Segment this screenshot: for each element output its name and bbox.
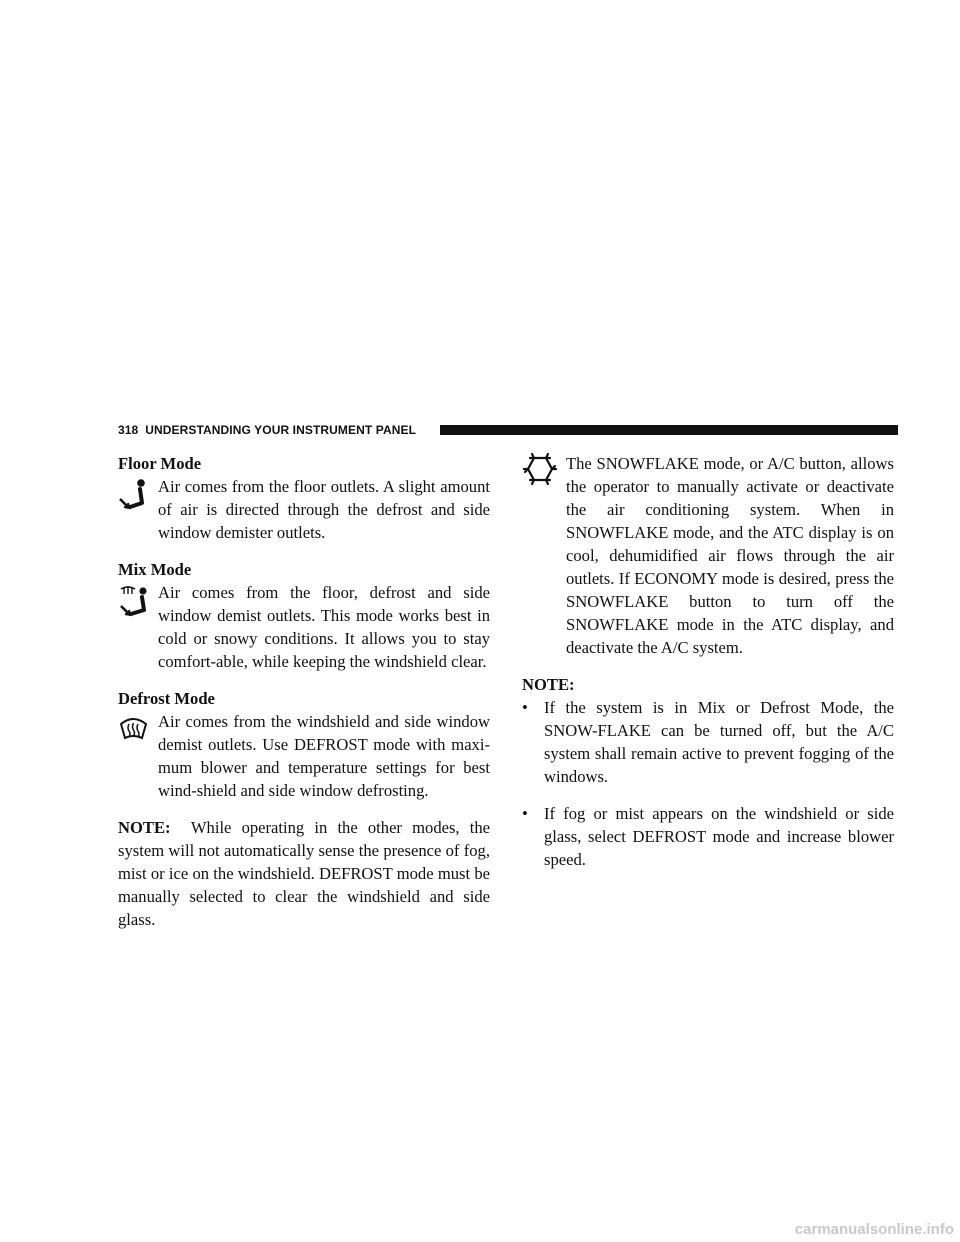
mix-mode-icon <box>118 583 154 627</box>
defrost-mode-block <box>118 710 490 802</box>
snowflake-block <box>522 452 894 659</box>
page-header <box>118 422 898 438</box>
page-number: 318 <box>118 423 139 437</box>
mix-mode-heading: Mix Mode <box>118 560 192 579</box>
snowflake-para <box>522 452 894 659</box>
section-title: UNDERSTANDING YOUR INSTRUMENT PANEL <box>145 423 417 437</box>
floor-mode-heading: Floor Mode <box>118 454 202 473</box>
right-note-label: NOTE: <box>522 675 575 694</box>
mix-mode-text: Air comes from the floor, defrost and side window demist outlets. This mode works best in cold or snowy conditions. It allows you to stay comfort-able, while keeping the windshield clear. <box>158 583 490 671</box>
snowflake-icon <box>522 452 558 496</box>
snowflake-text: The SNOWFLAKE mode, or A/C button, allows the operator to manually activate or deactivate the air conditioning system. When in SNOWFLAKE mode, and the ATC display is on cool, dehumidified air flows through the air outlets. If ECONOMY mode is desired, press the SNOWFLAKE button to turn off the SNOWFLAKE mode in the ATC display, and deactivate the A/C system. <box>566 454 894 657</box>
header-rule <box>440 425 898 435</box>
header-text <box>118 422 416 438</box>
left-column <box>118 452 490 931</box>
bullet-item <box>522 802 894 871</box>
bullet-symbol: • <box>522 804 528 823</box>
bullet-text: If fog or mist appears on the windshield or side glass, select DEFROST mode and increase blower speed. <box>544 804 894 869</box>
left-note <box>118 816 490 931</box>
floor-mode-block <box>118 475 490 544</box>
defrost-mode-text: Air comes from the windshield and side window demist outlets. Use DEFROST mode with maxi-mum blower and temperature settings for best wind-shield and side window defrosting. <box>158 712 490 800</box>
defrost-mode-heading: Defrost Mode <box>118 689 215 708</box>
bullet-text: If the system is in Mix or Defrost Mode, the SNOW-FLAKE can be turned off, but the A/C system shall remain active to prevent fogging of the windows. <box>544 698 894 786</box>
floor-mode-text: Air comes from the floor outlets. A slight amount of air is directed through the defrost and side window demister outlets. <box>158 477 490 542</box>
right-column <box>522 452 894 871</box>
floor-mode-icon <box>118 477 154 521</box>
defrost-mode-icon <box>118 712 154 756</box>
note-label: NOTE: <box>118 818 171 837</box>
bullet-symbol: • <box>522 698 528 717</box>
watermark: carmanualsonline.info <box>794 1221 954 1238</box>
note-text: While operating in the other modes, the system will not automatically sense the presence of fog, mist or ice on the windshield. DEFROST mode must be manually selected to clear the windshield and side glass. <box>118 818 491 929</box>
bullet-item <box>522 696 894 788</box>
mix-mode-block <box>118 581 490 673</box>
